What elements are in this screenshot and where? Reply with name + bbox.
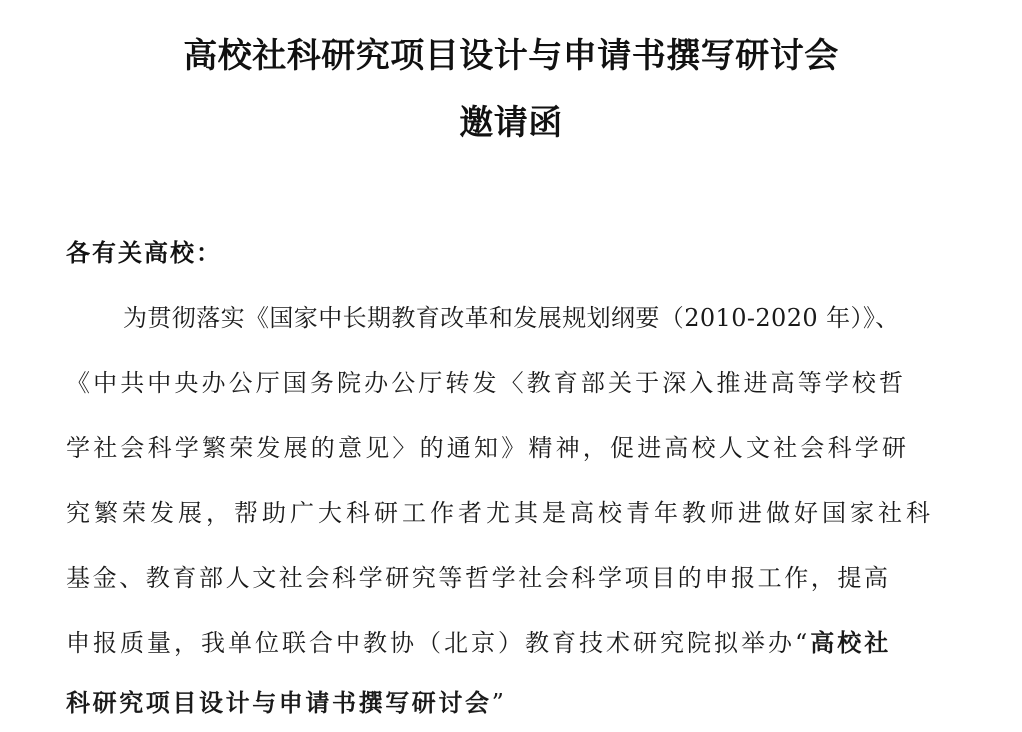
- body-line-1: 为贯彻落实《国家中长期教育改革和发展规划纲要（2010-2020 年）》、: [123, 304, 900, 332]
- event-name-part-1: 高校社: [810, 629, 892, 657]
- closing-quote: ”: [491, 689, 507, 717]
- body-line-3: 学社会科学繁荣发展的意见〉的通知》精神，促进高校人文社会科学研: [66, 434, 910, 462]
- document-subtitle: 邀请函: [459, 103, 563, 143]
- body-line-6-text: 申报质量，我单位联合中教协（北京）教育技术研究院拟举办“: [66, 629, 811, 657]
- event-name-part-2: 科研究项目设计与申请书撰写研讨会: [66, 689, 492, 717]
- body-line-6: [66, 626, 891, 660]
- document-title: 高校社科研究项目设计与申请书撰写研讨会: [183, 36, 839, 76]
- body-line-4: 究繁荣发展，帮助广大科研工作者尤其是高校青年教师进做好国家社科: [66, 499, 934, 527]
- body-line-2: 《中共中央办公厅国务院办公厅转发〈教育部关于深入推进高等学校哲: [66, 369, 907, 397]
- body-line-7: [66, 686, 506, 720]
- body-line-5: 基金、教育部人文社会科学研究等哲学社会科学项目的申报工作，提高: [66, 564, 891, 592]
- salutation: 各有关高校：: [66, 239, 222, 267]
